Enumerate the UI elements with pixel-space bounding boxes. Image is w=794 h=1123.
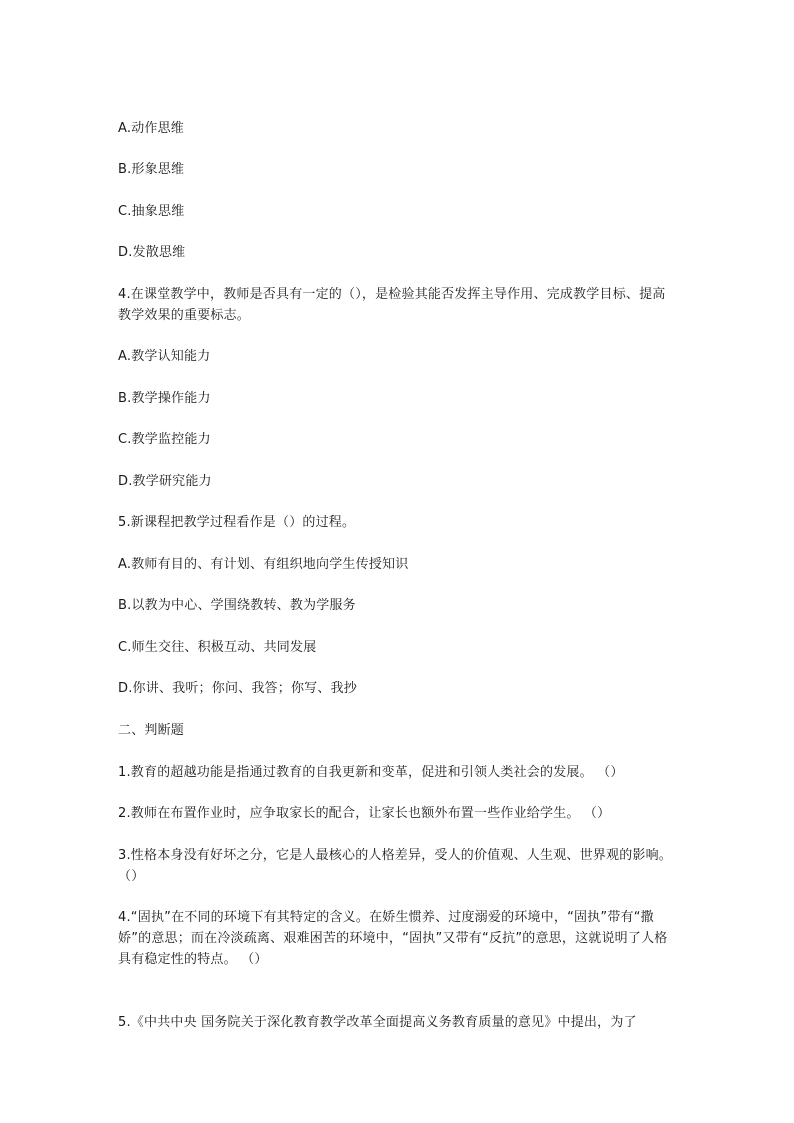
option-d-research-ability: D.教学研究能力 <box>118 474 212 489</box>
option-c-abstract-thinking: C.抽象思维 <box>118 204 185 219</box>
option-b-operation-ability: B.教学操作能力 <box>118 391 211 406</box>
option-c-interaction: C.师生交往、积极互动、共同发展 <box>118 640 317 655</box>
option-d-divergent-thinking: D.发散思维 <box>118 245 186 260</box>
question-5: 5.新课程把教学过程看作是（）的过程。 <box>118 515 356 530</box>
option-b-image-thinking: B.形象思维 <box>118 162 185 177</box>
tf-question-3: 3.性格本身没有好坏之分，它是人最核心的人格差异，受人的价值观、人生观、世界观的影响。 （） <box>118 848 673 884</box>
option-b-teaching-centered: B.以教为中心、学围绕教转、教为学服务 <box>118 598 356 613</box>
option-a-action-thinking: A.动作思维 <box>118 121 184 136</box>
tf-question-5: 5.《中共中央 国务院关于深化教育教学改革全面提高义务教育质量的意见》中提出，为了 <box>118 1015 637 1030</box>
option-d-lecture-listen: D.你讲、我听；你问、我答；你写、我抄 <box>118 681 357 696</box>
tf-question-2: 2.教师在布置作业时，应争取家长的配合，让家长也额外布置一些作业给学生。 （） <box>118 806 611 821</box>
section-heading-true-false: 二、判断题 <box>118 723 185 738</box>
option-a-teacher-transmits: A.教师有目的、有计划、有组织地向学生传授知识 <box>118 557 409 572</box>
tf-question-1: 1.教育的超越功能是指通过教育的自我更新和变革，促进和引领人类社会的发展。 （） <box>118 765 624 780</box>
question-4: 4.在课堂教学中，教师是否具有一定的（），是检验其能否发挥主导作用、完成教学目标、提高教学效果的重要标志。 <box>118 287 666 323</box>
option-c-monitoring-ability: C.教学监控能力 <box>118 432 211 447</box>
option-a-cognition-ability: A.教学认知能力 <box>118 349 211 364</box>
tf-question-4: 4.“固执”在不同的环境下有其特定的含义。在娇生惯养、过度溺爱的环境中，“固执”带有“撒娇”的意思；而在冷淡疏离、艰难困苦的环境中，“固执”又带有“反抗”的意思，这就说明了人格具有稳定性的特点。 （） <box>118 910 668 967</box>
